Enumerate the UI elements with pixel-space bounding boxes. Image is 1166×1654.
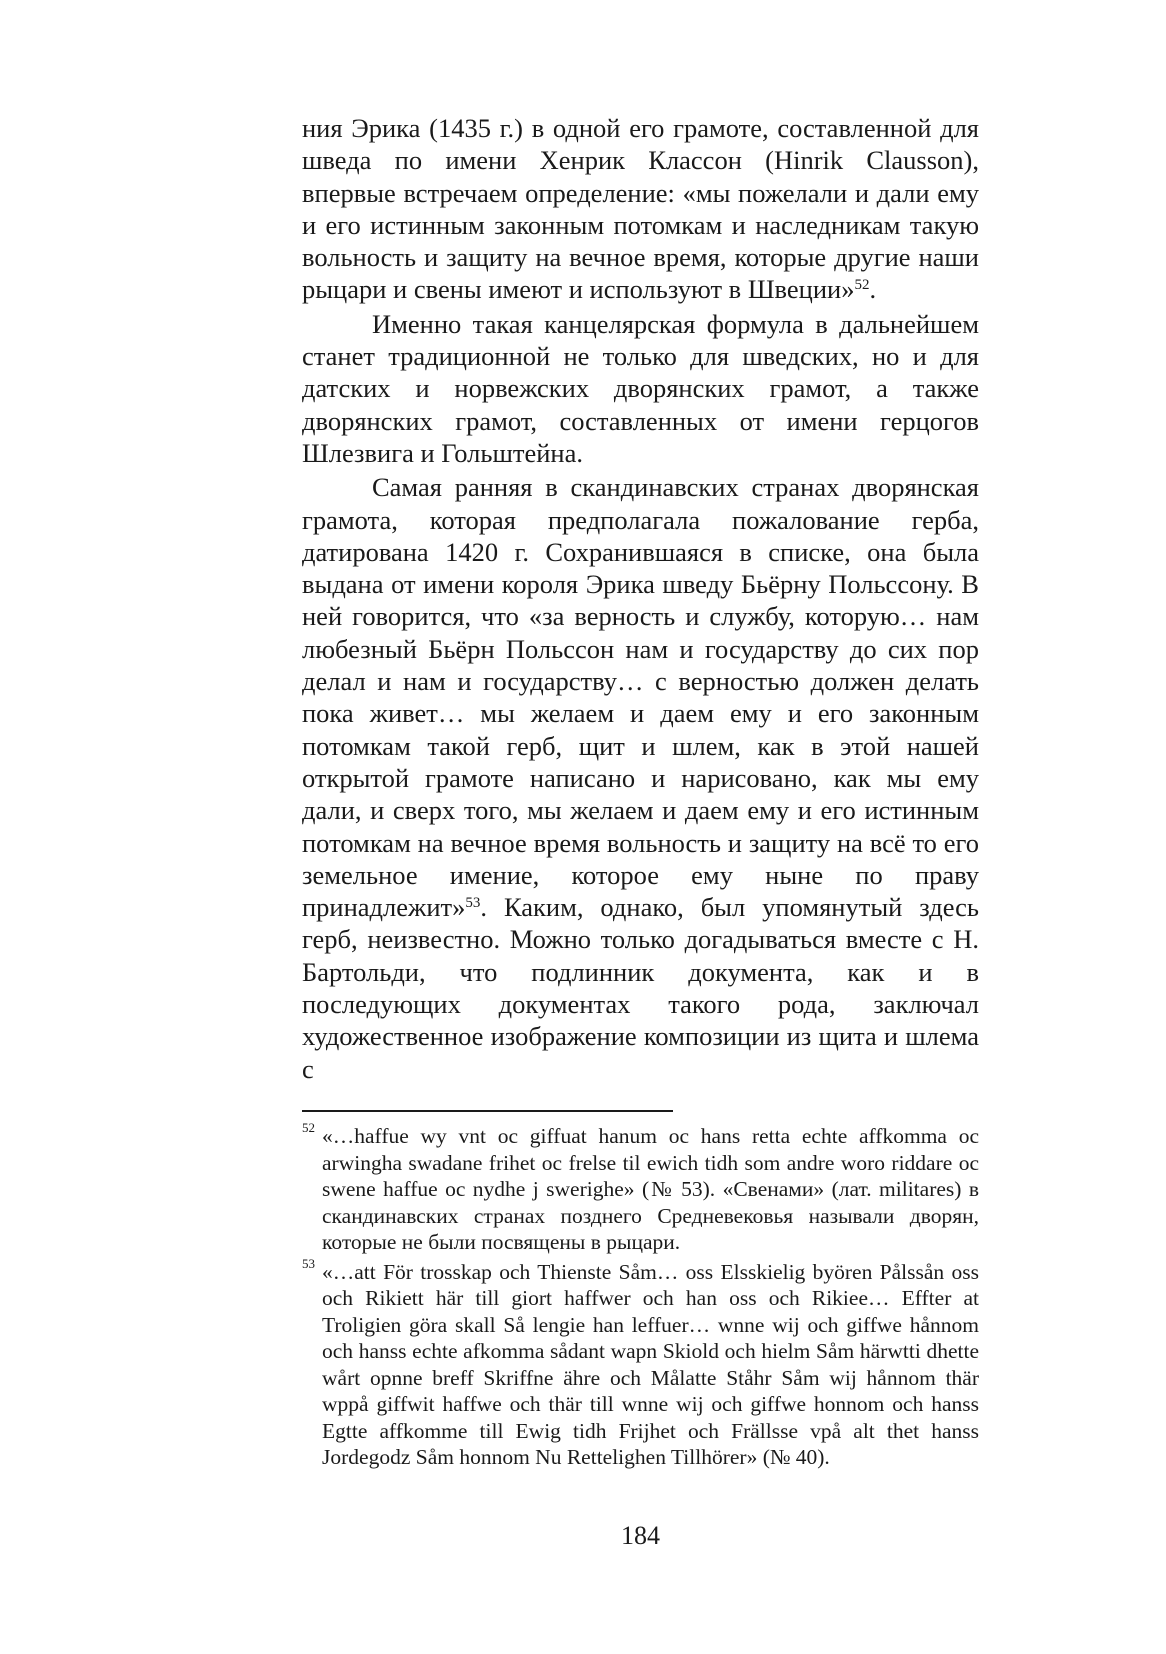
paragraph [302,471,979,1085]
page-number: 184 [621,1521,660,1550]
footnotes [302,1120,979,1474]
main-text [302,112,979,1085]
footnote-text: «…att För trosskap och Thienste Såm… oss Elsskielig byören Pålssån oss och Rikiett här till giort haffwer och han oss och Rikiee… Effter at Troligien göra skall Så lengie han leffuer… wnne wij och giffwe hånnom och hanss echte afkomma sådant wapn Skiold och hielm Såm härwtti dhette wårt opnne breff Skriffne ähre och Målatte Ståhr Såm wij hånnom thär wppå giffwit haffwe och thär till wnne wij och giffwe honnom och hanss Egtte affkomme till Ewig tidh Frijhet och Frällsse vpå alt thet hanss Jordegodz Såm honnom Nu Rettelighen Tillhörer» (№ 40). [322,1259,979,1469]
paragraph [302,308,979,469]
footnote-ref: 52 [854,277,870,294]
paragraph-text-tail: . [869,274,877,305]
footnote-separator [302,1110,673,1112]
footnote-number: 53 [302,1255,315,1271]
paragraph-continuation [302,112,979,306]
footnote-number: 52 [302,1120,315,1135]
paragraph-text: Самая ранняя в скандинавских странах дворянская грамота, которая предполагала пожалование герба, датирована 1420 г. Сохранившаяся в списке, она была выдана от имени короля Эрика шведу Бьëрну Польссону. В ней говорится, что «за верность и службу, которую… нам любезный Бьëрн Польссон нам и государству до сих пор делал и нам и государству… с верностью должен делать пока живет… мы желаем и даем ему и его законным потомкам такой герб, щит и шлем, как в этой нашей открытой грамоте написано и нарисовано, как мы ему дали, и сверх того, мы желаем и даем ему и его истинным потомкам на вечное время вольность и защиту на всё то его земельное имение, которое ему ныне по праву принадлежит» [302,472,979,923]
paragraph-text: Именно такая канцелярская формула в дальнейшем станет традиционной не только для шведских, но и для датских и норвежских дворянских грамот, а также дворянских грамот, составленных от имени герцогов Шлезвига и Гольштейна. [302,308,979,468]
footnote [302,1120,979,1256]
footnote [302,1255,979,1471]
paragraph-text-tail: . Каким, однако, был упомянутый здесь герб, неизвестно. Можно только догадываться вместе с Н. Бартольди, что подлинник документа, как и в последующих документах такого рода, заключал художественное изображение композиции из щита и шлема с [302,892,979,1084]
footnote-ref: 53 [465,895,481,912]
paragraph-text: ния Эрика (1435 г.) в одной его грамоте, составленной для шведа по имени Хенрик Классон (Hinrik Clausson), впервые встречаем определение: «мы пожелали и дали ему и его истинным законным потомкам и наследникам такую вольность и защиту на вечное время, которые другие наши рыцари и свены имеют и используют в Швеции» [302,113,979,305]
footnote-text: «…haffue wy vnt oc giffuat hanum oc hans retta echte affkomma oc arwingha swadane frihet oc frelse til ewich tidh som andre woro riddare oc swene haffue oc nydhe j swerighe» (№ 53). «Свенами» (лат. militares) в скандинавских странах позднего Средневековья называли дворян, которые не были посвящены в рыцари. [322,1124,979,1254]
